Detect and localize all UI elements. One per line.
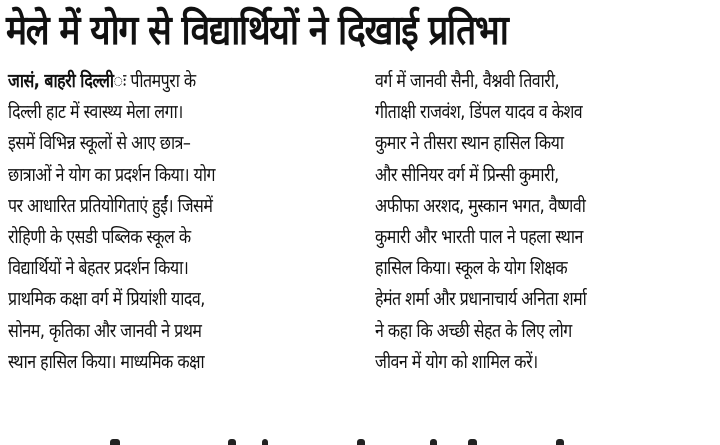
article-line: जीवन में योग को शामिल करें। bbox=[375, 350, 538, 373]
article-line: छात्राओं ने योग का प्रदर्शन किया। योग bbox=[8, 163, 216, 186]
article-column-right bbox=[375, 66, 720, 378]
article-line-text: ः पीतमपुरा के bbox=[113, 70, 196, 92]
article-line: वर्ग में जानवी सैनी, वैश्नवी तिवारी, bbox=[375, 70, 560, 92]
article-line bbox=[8, 66, 304, 97]
article-line: इसमें विभिन्न स्कूलों से आए छात्र– bbox=[8, 132, 191, 155]
article-line: ने कहा कि अच्छी सेहत के लिए लोग bbox=[375, 319, 572, 342]
article-line: हेमंत शर्मा और प्रधानाचार्य अनिता शर्मा bbox=[375, 288, 587, 311]
cropped-next-line bbox=[0, 437, 720, 445]
article-column-left bbox=[8, 66, 360, 378]
dateline: जासं, बाहरी दिल्ली bbox=[8, 70, 114, 92]
article-line: रोहिणी के एसडी पब्लिक स्कूल के bbox=[8, 225, 191, 248]
article-line: कुमार ने तीसरा स्थान हासिल किया bbox=[375, 132, 564, 155]
article-line: पर आधारित प्रतियोगिताएं हुईं। जिसमें bbox=[8, 194, 213, 217]
article-line: हासिल किया। स्कूल के योग शिक्षक bbox=[375, 257, 568, 280]
article-headline: मेले में योग से विद्यार्थियों ने दिखाई प्रतिभा bbox=[6, 6, 508, 54]
article-line: विद्यार्थियों ने बेहतर प्रदर्शन किया। bbox=[8, 257, 189, 280]
article-line: स्थान हासिल किया। माध्यमिक कक्षा bbox=[8, 350, 205, 373]
article-line: कुमारी और भारती पाल ने पहला स्थान bbox=[375, 225, 583, 248]
article-line: और सीनियर वर्ग में प्रिन्सी कुमारी, bbox=[375, 163, 559, 186]
article-line: गीताक्षी राजवंश, डिंपल यादव व केशव bbox=[375, 101, 583, 124]
article-line: सोनम, कृतिका और जानवी ने प्रथम bbox=[8, 319, 202, 342]
article-line: दिल्ली हाट में स्वास्थ्य मेला लगा। bbox=[8, 101, 183, 124]
article-line: अफीफा अरशद, मुस्कान भगत, वैष्णवी bbox=[375, 194, 586, 217]
article-line: प्राथमिक कक्षा वर्ग में प्रियांशी यादव, bbox=[8, 288, 205, 311]
